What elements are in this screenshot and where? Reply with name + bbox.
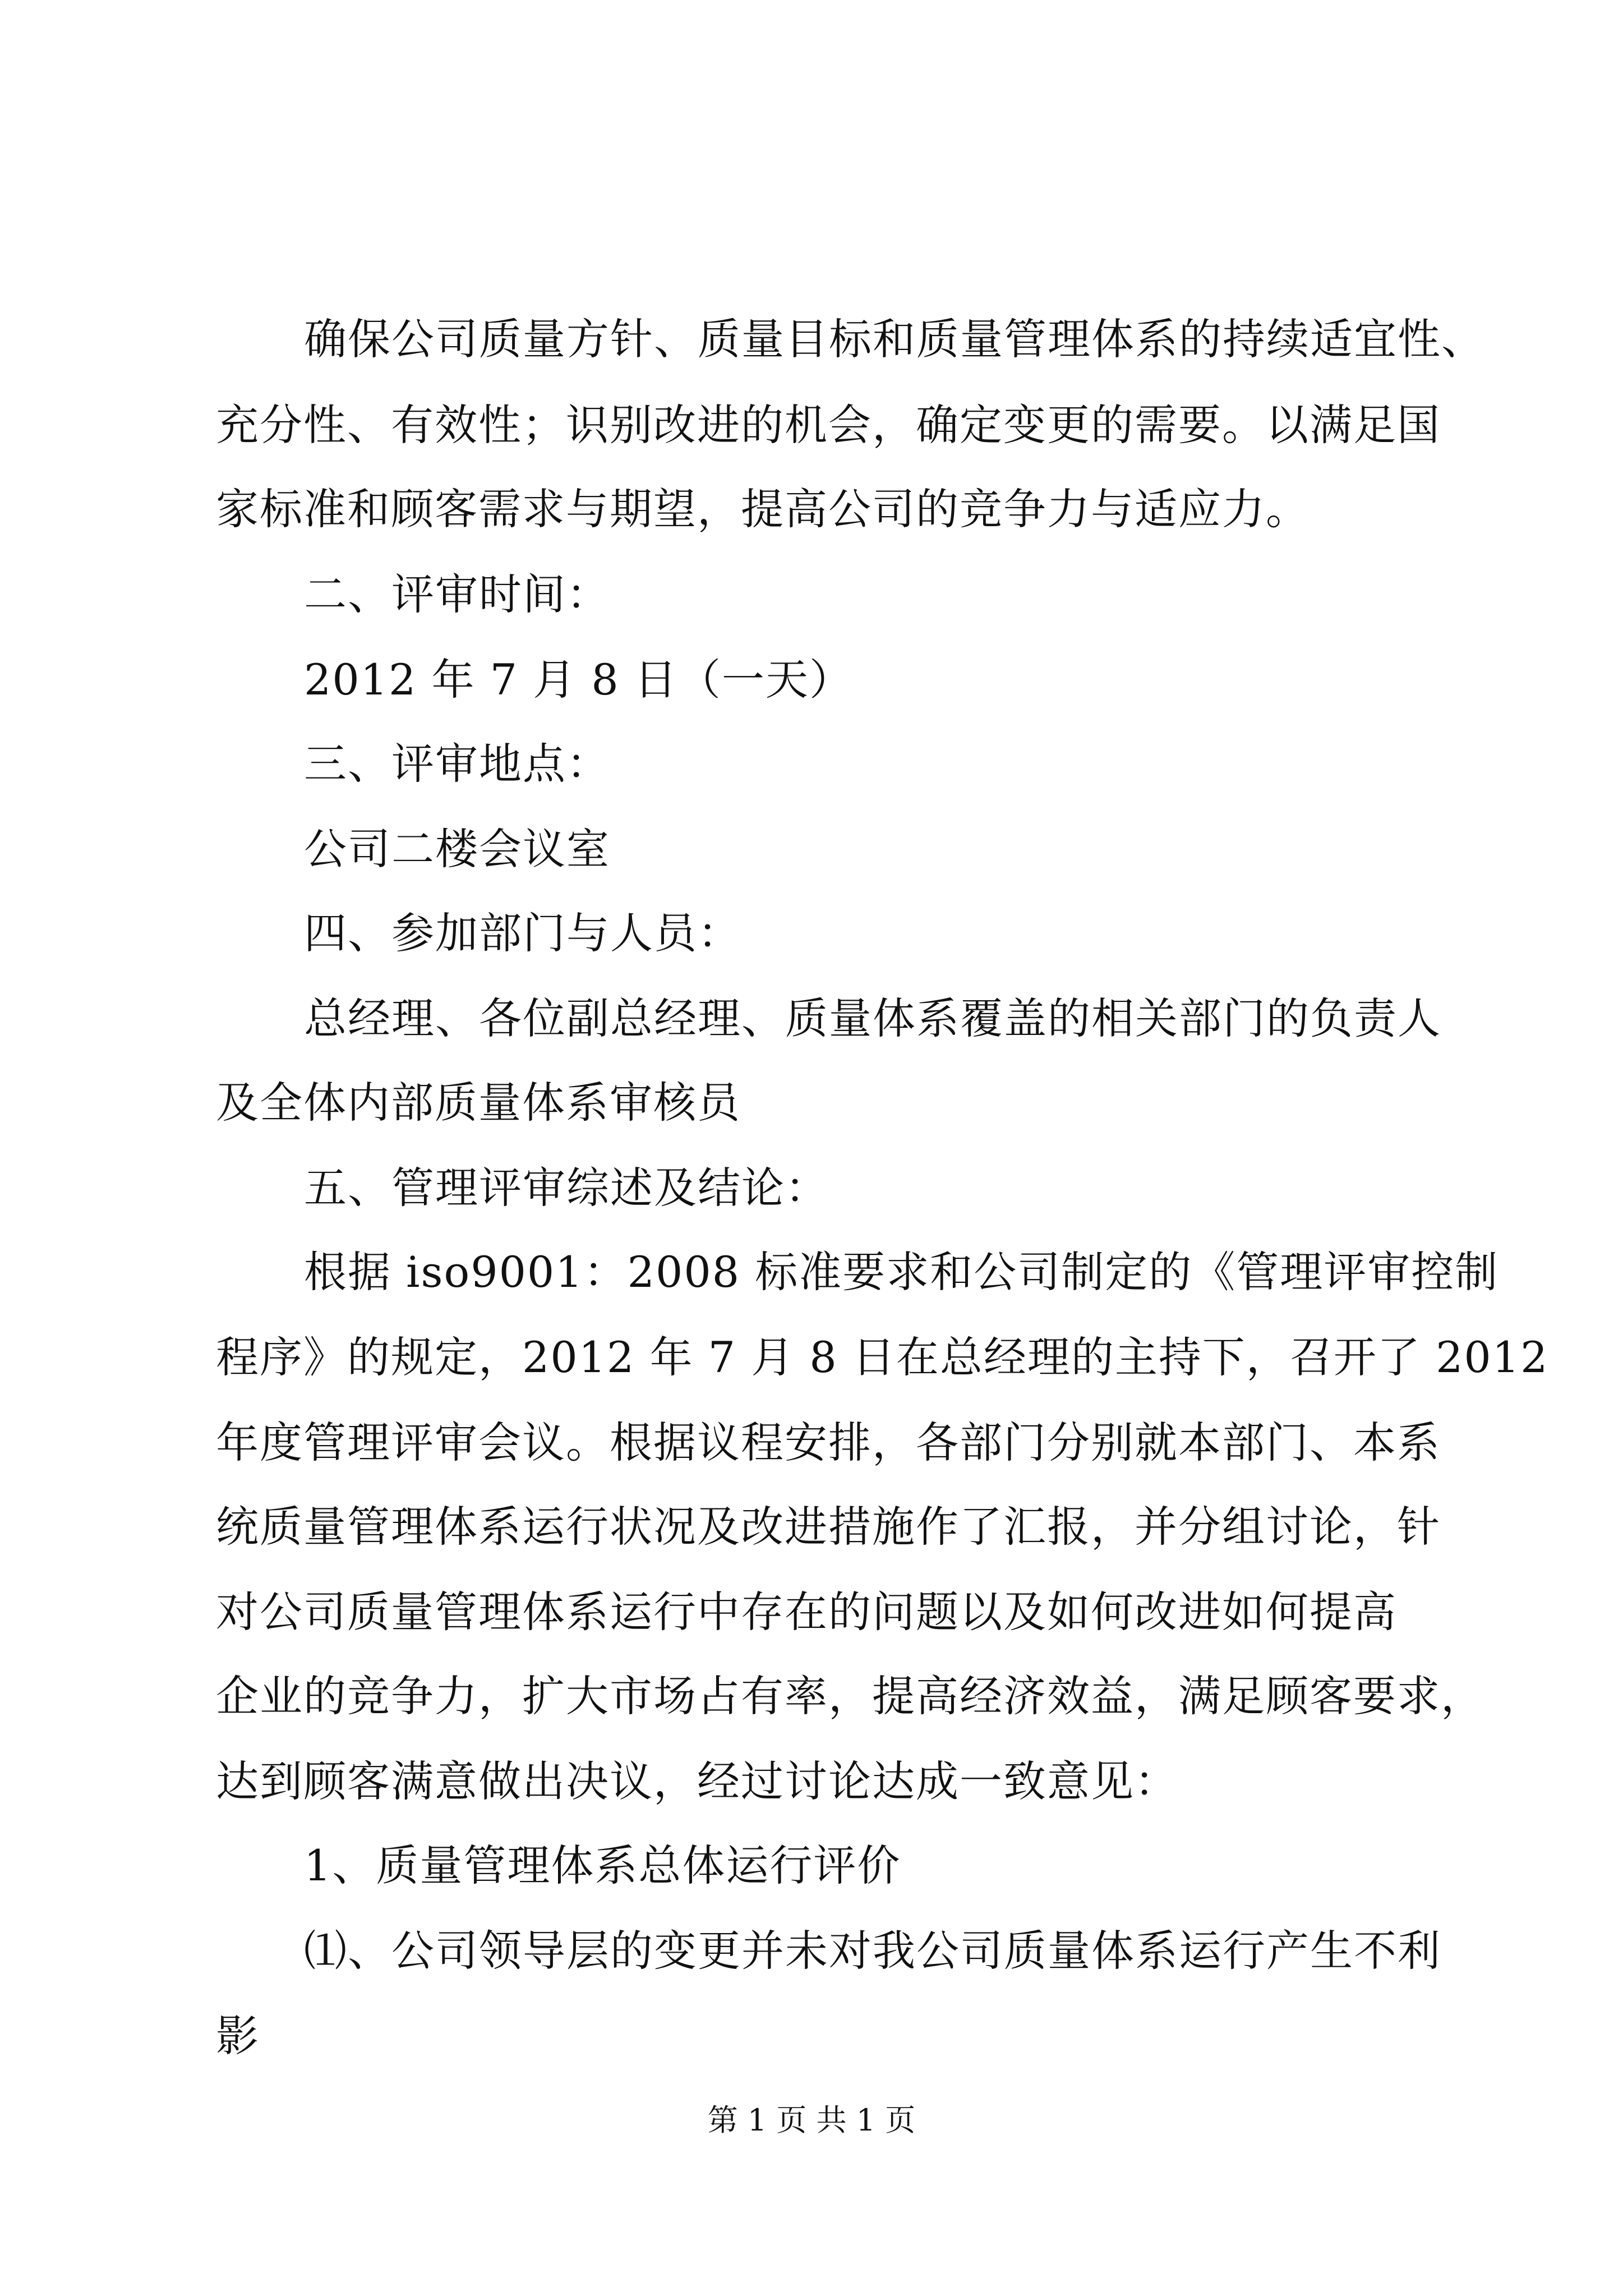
text-line: 统质量管理体系运行状况及改进措施作了汇报，并分组讨论，针: [216, 1502, 1441, 1552]
text-line: 程序》的规定，2012 年 7 月 8 日在总经理的主持下，召开了 2012: [216, 1332, 1549, 1382]
section-heading-conclusion: 五、管理评审综述及结论：: [304, 1163, 829, 1213]
text-line: 家标准和顾客需求与期望，提高公司的竞争力与适应力。: [216, 484, 1310, 534]
text-line: 企业的竞争力，扩大市场占有率，提高经济效益，满足顾客要求，: [216, 1671, 1484, 1721]
text-line: 充分性、有效性；识别改进的机会，确定变更的需要。以满足国: [216, 400, 1441, 450]
section-heading-time: 二、评审时间：: [304, 569, 610, 619]
text-line: 年度管理评审会议。根据议程安排，各部门分别就本部门、本系: [216, 1418, 1441, 1467]
text-line: 及全体内部质量体系审核员: [216, 1078, 741, 1128]
text-line: 确保公司质量方针、质量目标和质量管理体系的持续适宜性、: [304, 314, 1485, 364]
text-line: 对公司质量管理体系运行中存在的问题以及如何改进如何提高: [216, 1587, 1397, 1637]
text-line: ⑴、公司领导层的变更并未对我公司质量体系运行产生不利: [304, 1926, 1441, 1976]
page-number-footer: 第 1 页 共 1 页: [707, 2102, 916, 2138]
text-line: 达到顾客满意做出决议，经过讨论达成一致意见：: [216, 1756, 1178, 1806]
section-heading-location: 三、评审地点：: [304, 739, 610, 789]
section-heading-participants: 四、参加部门与人员：: [304, 908, 741, 958]
review-date: 2012 年 7 月 8 日（一天）: [304, 655, 853, 705]
subheading-overall-evaluation: 1、质量管理体系总体运行评价: [304, 1841, 901, 1890]
text-line: 根据 iso9001：2008 标准要求和公司制定的《管理评审控制: [304, 1247, 1499, 1297]
review-location: 公司二楼会议室: [304, 824, 610, 874]
text-line: 总经理、各位副总经理、质量体系覆盖的相关部门的负责人: [304, 993, 1441, 1043]
text-line: 影: [216, 2011, 260, 2061]
